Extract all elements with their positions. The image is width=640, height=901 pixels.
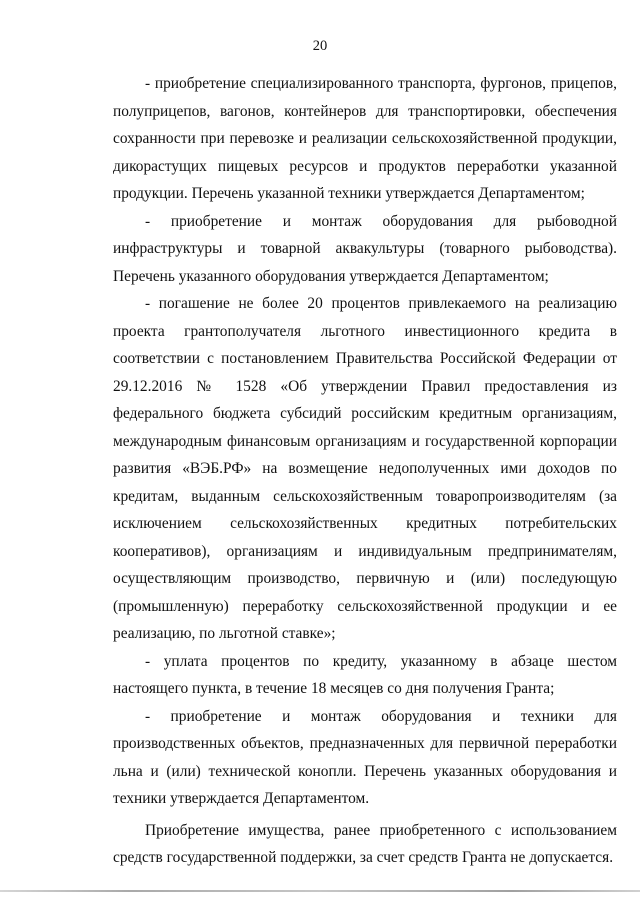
scan-edge-line [0,890,640,892]
paragraph-fish-farming-equipment: - приобретение и монтаж оборудования для рыбоводной инфраструктуры и товарной аквакультуры (товарного рыбоводства). Перечень указанного оборудования утверждается Департаментом; [113,212,617,285]
paragraph-specialized-transport: - приобретение специализированного транспорта, фургонов, прицепов, полуприцепов, вагонов, контейнеров для транспортировки, обеспечения сохранности при перевозке и реализации сельскохозяйственной продукции, дикорастущих пищевых ресурсов и продуктов переработки указанной продукции. Перечень указанной техники утверждается Департаментом; [113,75,617,202]
document-body [113,70,617,872]
paragraph-loan-interest: - уплата процентов по кредиту, указанному в абзаце шестом настоящего пункта, в течение 18 месяцев со дня получения Гранта; [113,652,617,697]
paragraph-prohibition: Приобретение имущества, ранее приобретенного с использованием средств государственной поддержки, за счет средств Гранта не допускается. [113,821,617,866]
paragraph-flax-hemp-equipment: - приобретение и монтаж оборудования и техники для производственных объектов, предназначенных для первичной переработки льна и (или) технической конопли. Перечень указанных оборудования и техники утверждается Департаментом. [113,707,617,807]
paragraph-loan-repayment: - погашение не более 20 процентов привлекаемого на реализацию проекта грантополучателя льготного инвестиционного кредита в соответствии с постановлением Правительства Российской Федерации от 29.12.2016 № 1528 «Об утверждении Правил предоставления из федерального бюджета субсидий российским кредитным организациям, международным финансовым организациям и государственной корпорации развития «ВЭБ.РФ» на возмещение недополученных ими доходов по кредитам, выданным сельскохозяйственным товаропроизводителям (за исключением сельскохозяйственных кредитных потребительских кооперативов), организациям и индивидуальным предпринимателям, осуществляющим производство, первичную и (или) последующую (промышленную) переработку сельскохозяйственной продукции и ее реализацию, по льготной ставке»; [113,295,617,642]
page-number: 20 [312,38,328,54]
